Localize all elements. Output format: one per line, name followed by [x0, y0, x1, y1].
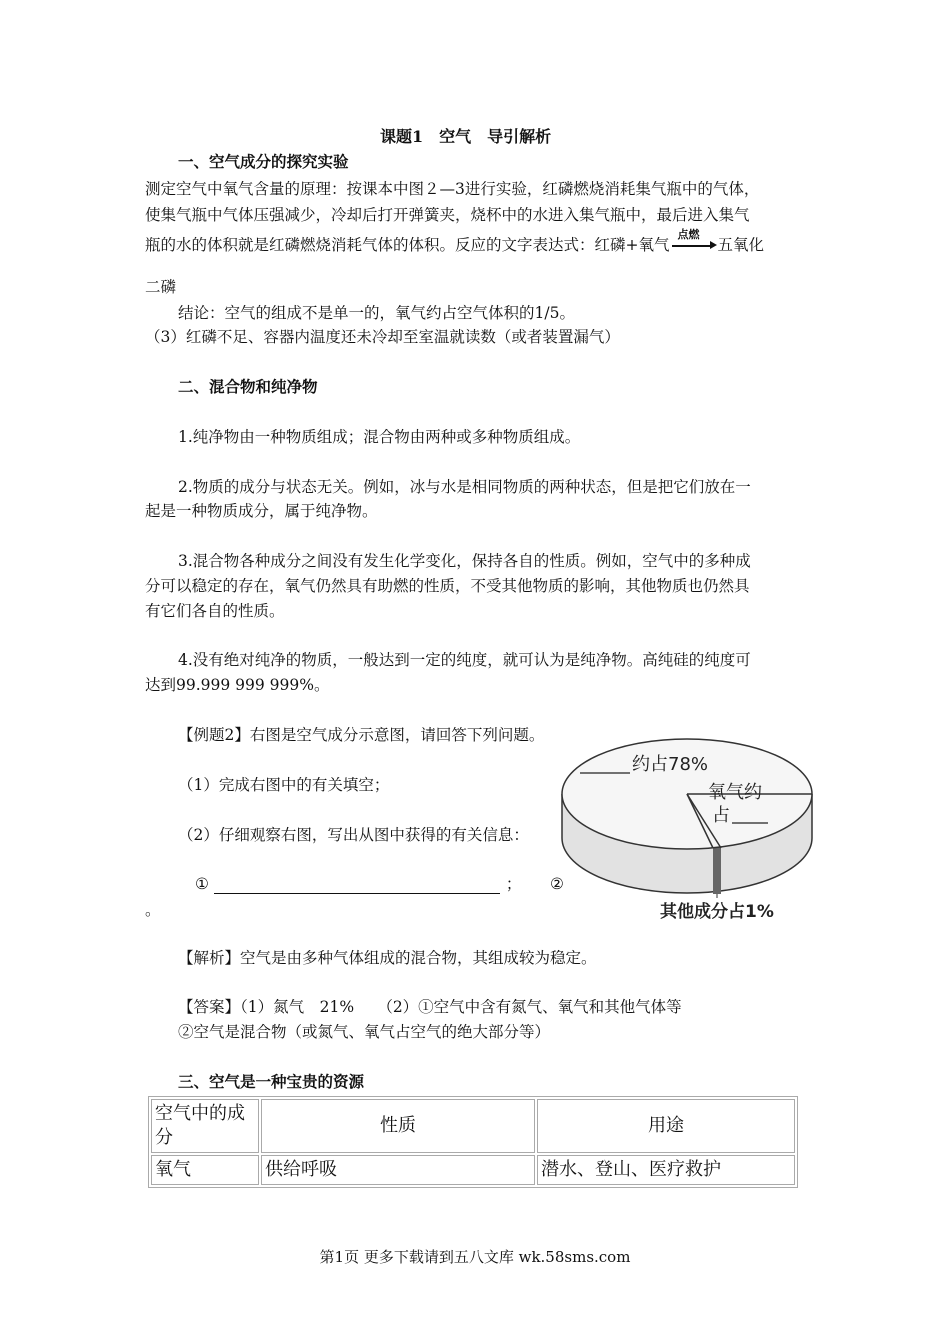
- row-component: 氧气: [151, 1155, 259, 1185]
- circle-number-1: ①: [195, 875, 209, 893]
- row-property: 供给呼吸: [261, 1155, 535, 1185]
- conclusion: 结论：空气的组成不是单一的，氧气约占空气体积的1/5。: [178, 304, 575, 322]
- circle-number-2: ②: [550, 875, 564, 893]
- point-4-line1: 4.没有绝对纯净的物质，一般达到一定的纯度，就可认为是纯净物。高纯硅的纯度可: [178, 651, 751, 669]
- section1-heading: 一、空气成分的探究实验: [178, 152, 349, 171]
- table-header-row: [151, 1099, 795, 1153]
- row-use: 潜水、登山、医疗救护: [537, 1155, 795, 1185]
- point-3-line2: 分可以稳定的存在，氧气仍然具有助燃的性质，不受其他物质的影响，其他物质也仍然具: [145, 577, 750, 595]
- page-footer: 第1页 更多下载请到五八文库 wk.58sms.com: [319, 1248, 631, 1266]
- resource-table: [148, 1096, 798, 1188]
- air-composition-chart: [560, 718, 818, 926]
- header-component: 空气中的成分: [151, 1099, 259, 1153]
- point-3-line1: 3.混合物各种成分之间没有发生化学变化，保持各自的性质。例如，空气中的多种成: [178, 552, 751, 570]
- section3-heading: 三、空气是一种宝贵的资源: [178, 1072, 365, 1091]
- nitrogen-label: 约占78%: [632, 754, 709, 775]
- point-2-line1: 2.物质的成分与状态无关。例如，冰与水是相同物质的两种状态，但是把它们放在一: [178, 478, 751, 496]
- section1-line1: 测定空气中氧气含量的原理：按课本中图２—3进行实验，红磷燃烧消耗集气瓶中的气体，: [145, 180, 760, 198]
- other-label: 其他成分占1%: [660, 902, 774, 922]
- question-1: （1）完成右图中的有关填空；: [178, 776, 390, 794]
- answer-blank: [214, 877, 500, 894]
- reaction-arrow: [670, 228, 718, 255]
- point-1: 1.纯净物由一种物质组成；混合物由两种或多种物质组成。: [178, 428, 581, 446]
- header-property: 性质: [261, 1099, 535, 1153]
- analysis: 【解析】空气是由多种气体组成的混合物，其组成较为稳定。: [178, 949, 597, 967]
- section1-line3-end: 五氧化: [717, 236, 765, 254]
- reaction-condition: 点燃: [677, 228, 700, 241]
- example-intro: 【例题2】右图是空气成分示意图，请回答下列问题。: [178, 726, 545, 744]
- header-use: 用途: [537, 1099, 795, 1153]
- point-4-line2: 达到99.999 999 999%。: [145, 676, 330, 694]
- arrow-icon: [672, 245, 712, 247]
- period: 。: [145, 901, 161, 919]
- point-3-line3: 有它们各自的性质。: [145, 602, 285, 620]
- answer-line-1: [195, 874, 521, 894]
- table-row: [151, 1155, 795, 1185]
- oxygen-label-1: 氧气约: [708, 782, 762, 803]
- question-2: （2）仔细观察右图，写出从图中获得的有关信息：: [178, 826, 529, 844]
- answer-line2: ②空气是混合物（或氮气、氧气占空气的绝大部分等）: [178, 1023, 551, 1041]
- section2-heading: 二、混合物和纯净物: [178, 377, 318, 396]
- section1-line2: 使集气瓶中气体压强减少，冷却后打开弹簧夹，烧杯中的水进入集气瓶中，最后进入集气: [145, 206, 750, 224]
- note-3: （3）红磷不足、容器内温度还未冷却至室温就读数（或者装置漏气）: [145, 328, 620, 346]
- section1-line3-text: 瓶的水的体积就是红磷燃烧消耗气体的体积。反应的文字表达式：红磷+氧气: [145, 236, 670, 254]
- semicolon: ；: [505, 875, 522, 893]
- section1-line4: 二磷: [145, 278, 177, 296]
- answer-line1: 【答案】（1）氮气 21% （2）①空气中含有氮气、氧气和其他气体等: [178, 998, 682, 1016]
- point-2-line2: 起是一种物质成分，属于纯净物。: [145, 502, 378, 520]
- page-title: 课题1 空气 导引解析: [380, 127, 552, 146]
- section1-line3: [145, 228, 765, 255]
- oxygen-label-2: 占: [712, 805, 730, 826]
